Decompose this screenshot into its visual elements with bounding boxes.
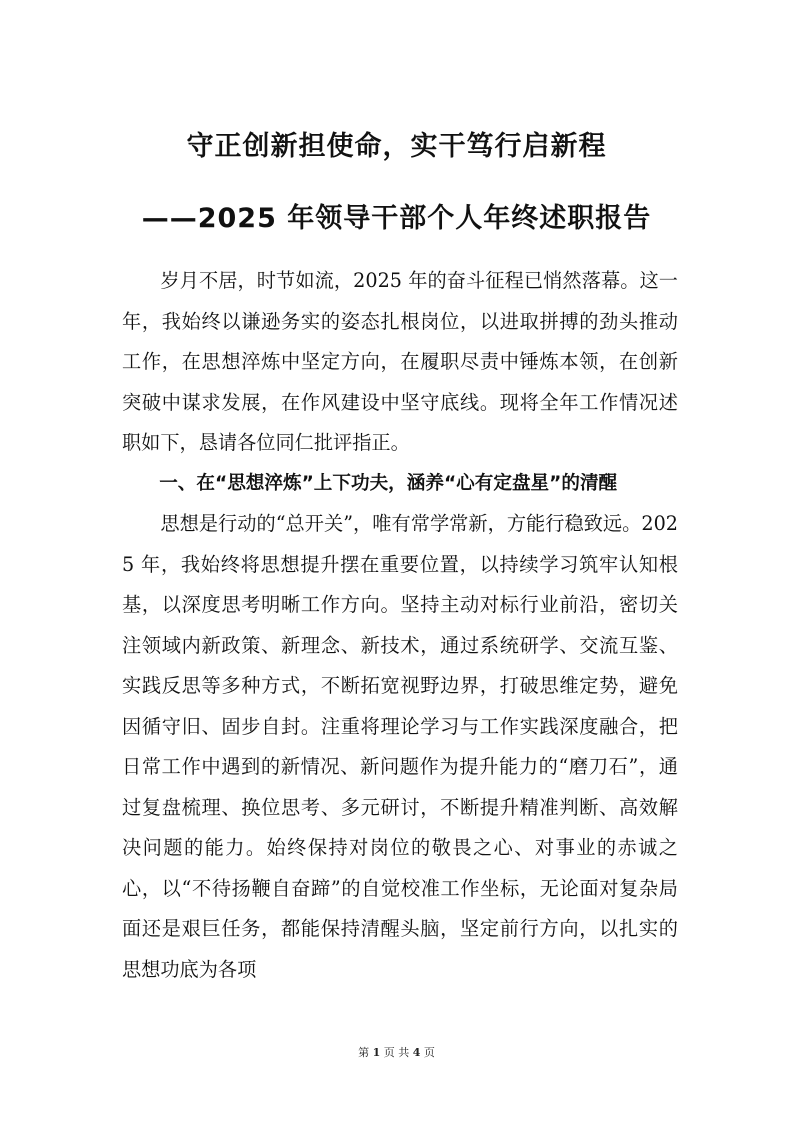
total-pages-number: 4 [412,1046,421,1059]
footer-middle: 页 共 [383,1046,410,1059]
section-heading: 一、在“思想淬炼”上下功夫，涵养“心有定盘星”的清醒 [159,472,618,494]
intro-paragraph: 岁月不居，时节如流，2025 年的奋斗征程已悄然落幕。这一年，我始终以谦逊务实的姿态扎根岗位，以进取拼搏的劲头推动工作，在思想淬炼中坚定方向，在履职尽责中锤炼本领，在创新突破中谋求发展，在作风建设中坚守底线。现将全年工作情况述职如下，恳请各位同仁批评指正。 [122,269,678,454]
document-title: 守正创新担使命，实干笃行启新程 [186,131,607,162]
section-paragraph: 思想是行动的“总开关”，唯有常学常新，方能行稳致远。2025 年，我始终将思想提升摆在重要位置，以持续学习筑牢认知根基，以深度思考明晰工作方向。坚持主动对标行业前沿，密切关注领域内新政策、新理念、新技术，通过系统研学、交流互鉴、实践反思等多种方式，不断拓宽视野边界，打破思维定势，避免因循守旧、固步自封。注重将理论学习与工作实践深度融合，把日常工作中遇到的新情况、新问题作为提升能力的“磨刀石”，通过复盘梳理、换位思考、多元研讨，不断提升精准判断、高效解决问题的能力。始终保持对岗位的敬畏之心、对事业的赤诚之心，以“不待扬鞭自奋蹄”的自觉校准工作坐标，无论面对复杂局面还是艰巨任务，都能保持清醒头脑，坚定前行方向，以扎实的思想功底为各项 [122,512,678,981]
footer-suffix: 页 [423,1046,435,1059]
document-body [122,261,678,990]
document-subtitle: ——2025 年领导干部个人年终述职报告 [141,203,652,234]
page-footer [0,1044,793,1060]
footer-prefix: 第 [358,1046,370,1059]
current-page-number: 1 [372,1046,381,1059]
